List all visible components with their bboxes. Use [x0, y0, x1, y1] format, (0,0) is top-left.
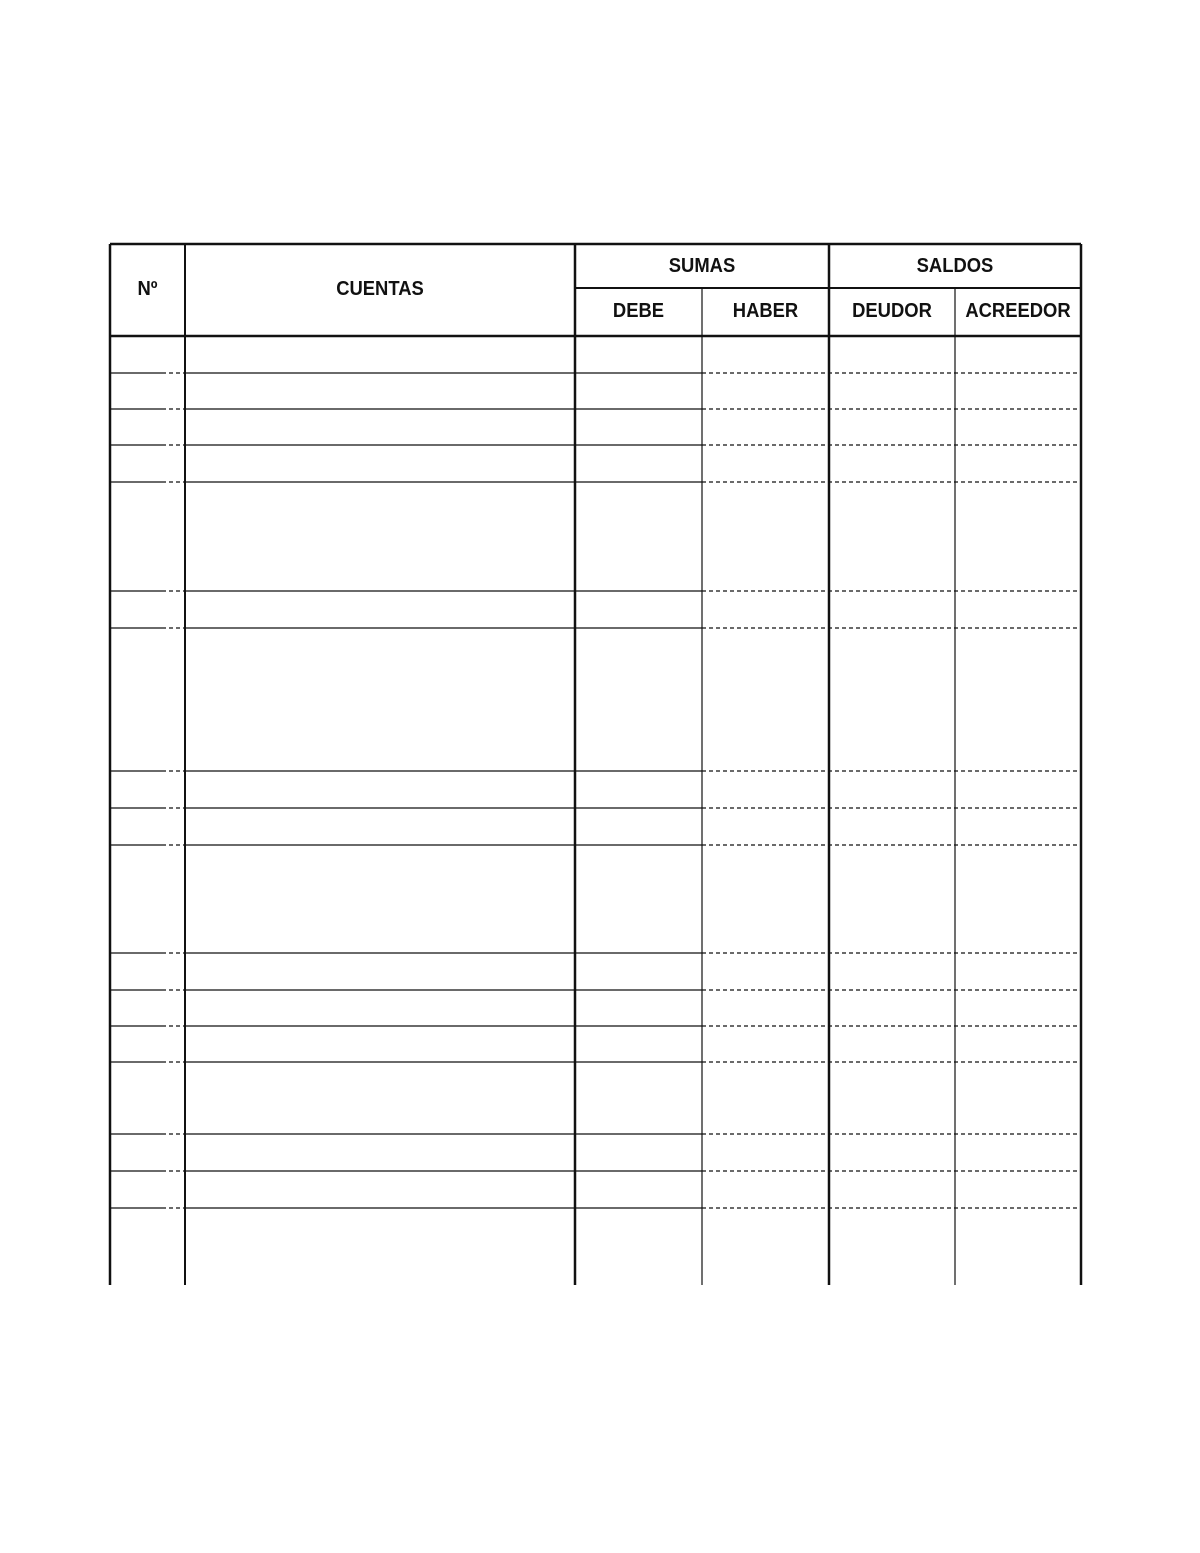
header-balances: SALDOS	[916, 255, 994, 277]
header-number: Nº	[137, 278, 158, 300]
header-credit: HABER	[732, 300, 799, 322]
header-accounts: CUENTAS	[336, 278, 424, 300]
header-sums: SUMAS	[668, 255, 736, 277]
header-creditor: ACREEDOR	[965, 300, 1071, 322]
header-debtor: DEUDOR	[852, 300, 932, 322]
header-debit: DEBE	[612, 300, 665, 322]
